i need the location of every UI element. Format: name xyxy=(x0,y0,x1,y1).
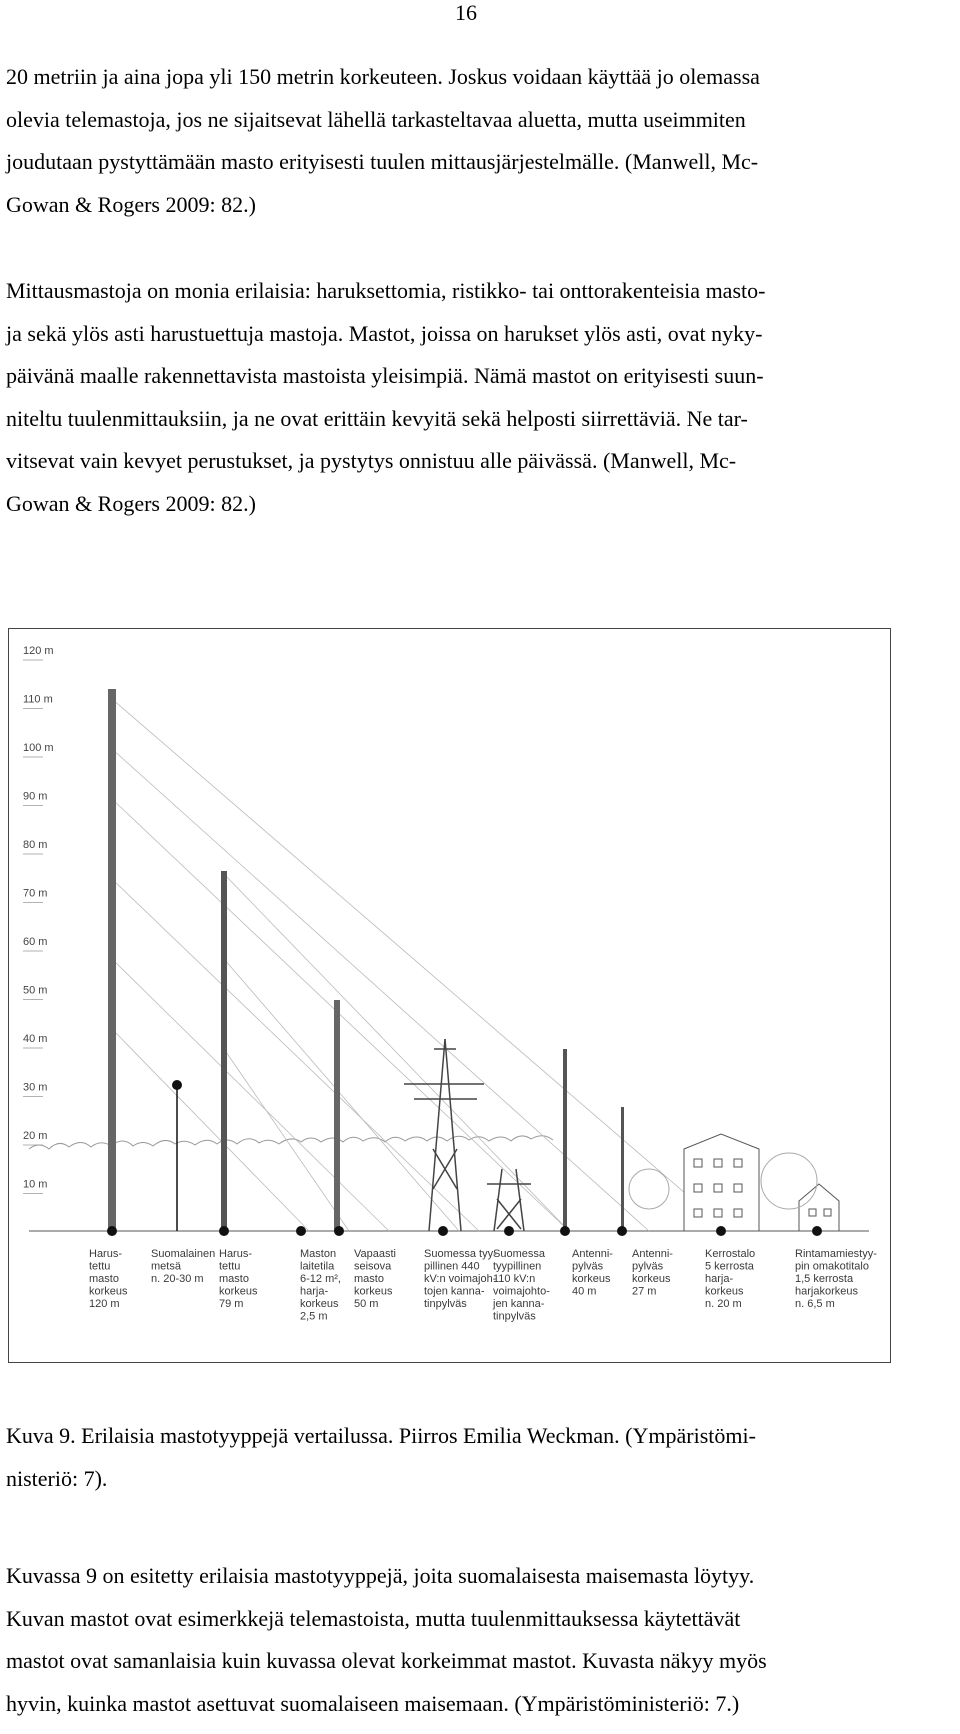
text-line: ja sekä ylös asti harustuettuja mastoja. Mastot, joissa on harukset ylös asti, ovat nyky- xyxy=(6,320,763,346)
y-tick-label: 60 m xyxy=(23,936,48,948)
mast-label-line: tinpylväs xyxy=(424,1298,467,1310)
mast-label-line: 110 kV:n xyxy=(493,1273,536,1285)
mast-label-line: 40 m xyxy=(572,1285,597,1298)
mast-label-line: 5 kerrosta xyxy=(705,1260,754,1273)
paragraph-1 xyxy=(6,56,956,226)
mast-label-line: Harus- xyxy=(89,1248,123,1260)
mast-label-line: jen kanna- xyxy=(493,1298,545,1310)
mast-label-line: pylväs xyxy=(632,1260,664,1273)
tree-outline xyxy=(761,1153,817,1209)
text-line: Mittausmastoja on monia erilaisia: haruksettomia, ristikko- tai onttorakenteisia masto- xyxy=(6,278,766,303)
y-tick-label: 20 m xyxy=(23,1130,48,1142)
mast-50m xyxy=(334,1000,340,1231)
mast-label-line: 6-12 m², xyxy=(300,1273,341,1285)
mast-label-line: Suomessa tyy- xyxy=(424,1248,497,1260)
text-line: joudutaan pystyttämään masto erityisesti tuulen mittausjärjestelmälle. (Manwell, Mc- xyxy=(6,149,759,174)
mast-label-line: metsä xyxy=(151,1260,181,1273)
mast-label-line: 50 m xyxy=(354,1298,379,1310)
y-tick-label: 10 m xyxy=(23,1178,48,1191)
mast-label-line: Antenni- xyxy=(572,1248,613,1260)
text-line: niteltu tuulenmittauksiin, ja ne ovat erittäin kevyitä sekä helposti siirrettäviä. Ne tar- xyxy=(6,405,748,431)
text-line: mastot ovat samanlaisia kuin kuvassa olevat korkeimmat mastot. Kuvasta näkyy myös xyxy=(6,1648,767,1673)
mast-label-line: korkeus xyxy=(219,1285,258,1298)
mast-label-line: korkeus xyxy=(572,1273,611,1285)
mast-label-line: korkeus xyxy=(705,1285,744,1298)
mast-label-line: seisova xyxy=(354,1260,392,1273)
text-line: Kuvassa 9 on esitetty erilaisia mastotyyppejä, joita suomalaisesta maisemasta löytyy. xyxy=(6,1563,755,1588)
y-tick-label: 50 m xyxy=(23,984,48,997)
figure-labels xyxy=(89,1248,877,1323)
text-line: hyvin, kuinka mastot asettuvat suomalaiseen maisemaan. (Ympäristöministeriö: 7.) xyxy=(6,1690,740,1716)
marker-dot xyxy=(812,1226,822,1236)
y-tick-label: 30 m xyxy=(23,1081,48,1094)
mast-label-line: Harus- xyxy=(219,1248,253,1260)
tree-outline xyxy=(629,1169,669,1209)
mast-label-line: harja- xyxy=(705,1273,734,1285)
y-tick-label: 100 m xyxy=(23,742,54,754)
y-axis xyxy=(23,645,54,1194)
guy-wires xyxy=(112,699,729,1231)
mast-label-line: Maston xyxy=(300,1248,337,1260)
text-line: vitsevat vain kevyet perustukset, ja pystytys onnistuu alle päivässä. (Manwell, Mc- xyxy=(6,448,737,473)
mast-label-line: 2,5 m xyxy=(300,1310,328,1323)
mast-label-line: n. 20 m xyxy=(705,1298,742,1310)
text-line: olevia telemastoja, jos ne sijaitsevat lähellä tarkasteltavaa aluetta, mutta useimmiten xyxy=(6,106,746,132)
mast-label-line: harja- xyxy=(300,1285,329,1298)
antenna-27m xyxy=(621,1107,624,1231)
mast-79m xyxy=(221,871,227,1231)
marker-dot xyxy=(504,1226,514,1236)
mast-label-line: Vapaasti xyxy=(354,1248,396,1260)
mast-label-line: korkeus xyxy=(89,1285,128,1298)
text-line: päivänä maalle rakennettavista mastoista yleisimpiä. Nämä mastot on erityisesti suun- xyxy=(6,363,764,388)
mast-label-line: pin omakotitalo xyxy=(795,1260,869,1273)
y-tick-label: 90 m xyxy=(23,790,48,803)
marker-dot xyxy=(219,1226,229,1236)
mast-label-line: Kerrostalo xyxy=(705,1248,756,1260)
caption-line: nisteriö: 7). xyxy=(6,1465,108,1491)
mast-label-line: 27 m xyxy=(632,1285,657,1298)
antenna-40m xyxy=(563,1049,567,1231)
detached-house xyxy=(799,1184,839,1231)
mast-label-line: 120 m xyxy=(89,1298,120,1310)
text-line: Gowan & Rogers 2009: 82.) xyxy=(6,490,256,516)
mast-label-line: Suomessa xyxy=(493,1248,545,1260)
marker-dot xyxy=(107,1226,117,1236)
y-tick-label: 40 m xyxy=(23,1033,48,1045)
mast-label-line: 79 m xyxy=(219,1298,244,1310)
y-tick-label: 120 m xyxy=(23,645,54,657)
y-tick-label: 110 m xyxy=(23,693,53,706)
pylon-110kv xyxy=(487,1169,531,1231)
marker-dot xyxy=(334,1226,344,1236)
mast-label-line: korkeus xyxy=(354,1285,393,1298)
mast-label-line: korkeus xyxy=(300,1298,339,1310)
mast-120m xyxy=(108,689,116,1231)
page-number: 16 xyxy=(455,0,477,25)
mast-label-line: harjakorkeus xyxy=(795,1285,858,1298)
mast-label-line: tyypillinen xyxy=(493,1260,542,1273)
mast-label-line: Rintamamiestyy- xyxy=(795,1248,877,1260)
mast-label-line: masto xyxy=(219,1273,249,1285)
mast-label-line: masto xyxy=(89,1273,119,1285)
marker-dot xyxy=(296,1226,306,1236)
paragraph-3 xyxy=(6,1555,956,1725)
figure-caption xyxy=(6,1415,956,1500)
text-line: 20 metriin ja aina jopa yli 150 metrin korkeuteen. Joskus voidaan käyttää jo olemassa xyxy=(6,64,760,89)
text-line: Kuvan mastot ovat esimerkkejä telemastoista, mutta tuulenmittauksessa käytettävät xyxy=(6,1605,741,1631)
mast-label-line: tettu xyxy=(89,1260,111,1273)
mast-label-line: voimajohto- xyxy=(493,1285,550,1298)
marker-dot xyxy=(716,1226,726,1236)
mast-label-line: Antenni- xyxy=(632,1248,673,1260)
mast-label-line: tojen kanna- xyxy=(424,1285,485,1298)
mast-comparison-figure xyxy=(8,628,891,1363)
apartment-building xyxy=(684,1134,759,1231)
mast-label-line: pillinen 440 xyxy=(424,1260,480,1273)
caption-line: Kuva 9. Erilaisia mastotyyppejä vertailussa. Piirros Emilia Weckman. (Ympäristömi- xyxy=(6,1423,756,1448)
marker-dot xyxy=(438,1226,448,1236)
mast-label-line: Suomalainen xyxy=(151,1248,216,1260)
mast-illustration xyxy=(9,629,890,1362)
mast-label-line: n. 6,5 m xyxy=(795,1298,835,1310)
text-line: Gowan & Rogers 2009: 82.) xyxy=(6,191,256,217)
y-tick-label: 70 m xyxy=(23,887,48,900)
mast-label-line: tinpylväs xyxy=(493,1310,536,1323)
mast-label-line: masto xyxy=(354,1273,384,1285)
pylon-440kv xyxy=(404,1039,484,1231)
mast-label-line: laitetila xyxy=(300,1260,335,1273)
marker-dot xyxy=(560,1226,570,1236)
mast-label-line: pylväs xyxy=(572,1260,604,1273)
mast-label-line: korkeus xyxy=(632,1273,671,1285)
mast-label-line: tettu xyxy=(219,1260,241,1273)
paragraph-2 xyxy=(6,270,956,525)
y-tick-label: 80 m xyxy=(23,839,48,851)
mast-label-line: 1,5 kerrosta xyxy=(795,1273,854,1285)
mast-label-line: kV:n voimajoh- xyxy=(424,1273,497,1285)
marker-dot xyxy=(617,1226,627,1236)
mast-label-line: n. 20-30 m xyxy=(151,1273,204,1285)
